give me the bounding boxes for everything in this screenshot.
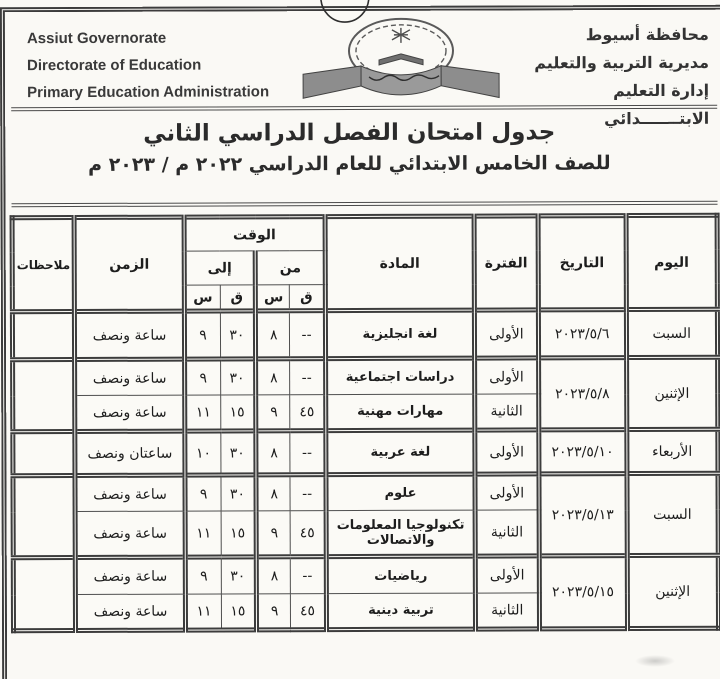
to-minute-cell: ١٥	[221, 594, 257, 630]
from-minute-header: ق	[289, 285, 325, 311]
date-cell: ٢٠٢٣/٥/١٥	[539, 556, 627, 629]
notes-cell	[13, 475, 76, 557]
col-header-period: الفترة	[474, 216, 538, 310]
to-minute-cell: ٣٠	[221, 557, 257, 594]
to-minute-cell: ٣٠	[220, 431, 256, 475]
from-hour-cell: ٩	[257, 594, 291, 630]
letterhead	[11, 15, 719, 129]
from-hour-cell: ٨	[257, 557, 291, 594]
duration-cell: ساعتان ونصف	[75, 431, 184, 475]
from-minute-cell: --	[290, 359, 326, 395]
duration-cell: ساعة ونصف	[75, 311, 184, 359]
title-line-1: جدول امتحان الفصل الدراسي الثاني	[143, 119, 556, 147]
col-header-day: اليوم	[626, 215, 718, 309]
period-cell: الأولى	[475, 556, 539, 593]
subject-cell: تربية دينية	[326, 593, 475, 630]
from-minute-cell: ٤٥	[291, 594, 327, 630]
from-hour-cell: ٨	[256, 475, 290, 511]
to-hour-cell: ١٠	[184, 431, 220, 475]
from-minute-cell: --	[290, 475, 326, 511]
from-hour-cell: ٨	[256, 431, 290, 475]
to-minute-cell: ١٥	[221, 511, 257, 557]
period-cell: الأولى	[474, 310, 538, 358]
to-hour-cell: ٩	[184, 311, 220, 359]
english-line-administration: Primary Education Administration	[27, 83, 270, 102]
to-minute-header: ق	[220, 285, 256, 311]
to-hour-cell: ٩	[185, 557, 221, 594]
subject-cell: مهارات مهنية	[326, 394, 475, 431]
from-hour-cell: ٨	[256, 311, 290, 359]
from-hour-header: س	[256, 285, 290, 311]
col-header-from: من	[255, 251, 325, 285]
english-line-directorate: Directorate of Education	[27, 56, 202, 75]
pencil-smudge-mark	[635, 655, 675, 667]
education-emblem-logo	[295, 15, 507, 106]
day-cell: الإثنين	[626, 357, 718, 429]
notes-cell	[13, 557, 76, 630]
to-hour-cell: ١١	[185, 594, 221, 630]
date-cell: ٢٠٢٣/٥/٦	[538, 310, 626, 358]
table-row	[13, 357, 718, 395]
col-header-time: الوقت	[184, 217, 325, 251]
date-cell: ٢٠٢٣/٥/٨	[538, 358, 626, 430]
to-hour-cell: ١١	[184, 395, 220, 431]
duration-cell: ساعة ونصف	[76, 511, 185, 557]
table-row	[12, 309, 717, 359]
arabic-line-directorate: مديرية التربية والتعليم	[534, 52, 710, 73]
table-row	[13, 429, 718, 475]
from-minute-cell: ٤٥	[290, 511, 326, 557]
english-line-governorate: Assiut Governorate	[26, 29, 167, 48]
col-header-to: إلى	[184, 251, 256, 285]
title-divider-rule	[12, 201, 718, 207]
duration-cell: ساعة ونصف	[75, 475, 184, 511]
period-cell: الأولى	[475, 430, 539, 474]
title-line-2: للصف الخامس الابتدائي للعام الدراسي ٢٠٢٢ م / ٢٠٢٣ م	[88, 152, 611, 176]
period-cell: الأولى	[475, 474, 539, 510]
from-hour-cell: ٩	[256, 511, 290, 557]
col-header-duration: الزمن	[75, 217, 185, 311]
to-hour-cell: ٩	[184, 359, 220, 395]
from-hour-cell: ٨	[256, 359, 290, 395]
day-cell: الأربعاء	[626, 429, 718, 473]
to-minute-cell: ٣٠	[220, 311, 256, 359]
arabic-line-administration: إدارة التعليم الابتـــــــدائي	[604, 80, 710, 129]
notes-cell	[13, 431, 76, 475]
exam-timetable	[10, 213, 720, 633]
duration-cell: ساعة ونصف	[76, 594, 185, 630]
date-cell: ٢٠٢٣/٥/١٠	[539, 430, 627, 474]
english-letterhead	[11, 16, 295, 106]
from-minute-cell: --	[290, 557, 326, 594]
duration-cell: ساعة ونصف	[75, 359, 184, 395]
subject-cell: لغة انجليزية	[325, 310, 474, 359]
subject-cell: تكنولوجيا المعلومات والاتصالات	[326, 510, 475, 557]
day-cell: السبت	[626, 309, 718, 357]
duration-cell: ساعة ونصف	[76, 557, 185, 594]
duration-cell: ساعة ونصف	[75, 395, 184, 431]
table-row	[13, 473, 718, 511]
to-hour-cell: ١١	[185, 511, 221, 557]
subject-cell: علوم	[326, 474, 475, 511]
col-header-notes: ملاحظات	[12, 217, 75, 311]
from-hour-cell: ٩	[256, 395, 290, 431]
date-cell: ٢٠٢٣/٥/١٣	[539, 474, 627, 556]
to-minute-cell: ١٥	[220, 395, 256, 431]
period-cell: الأولى	[475, 358, 539, 394]
to-minute-cell: ٣٠	[220, 475, 256, 511]
col-header-date: التاريخ	[538, 216, 626, 310]
exam-timetable-wrap	[10, 213, 720, 633]
emblem-icon	[295, 15, 507, 106]
subject-cell: دراسات اجتماعية	[326, 358, 475, 395]
day-cell: الإثنين	[627, 555, 719, 628]
period-cell: الثانية	[475, 593, 539, 629]
schedule-title	[19, 111, 679, 201]
handwritten-circle-mark	[315, 0, 375, 24]
day-cell: السبت	[627, 473, 719, 555]
to-minute-cell: ٣٠	[220, 359, 256, 395]
subject-cell: رياضيات	[326, 556, 475, 594]
notes-cell	[13, 359, 76, 431]
from-minute-cell: --	[290, 431, 326, 475]
notes-cell	[12, 311, 75, 359]
col-header-subject: المادة	[325, 216, 474, 311]
period-cell: الثانية	[475, 510, 539, 556]
period-cell: الثانية	[475, 394, 539, 430]
arabic-line-governorate: محافظة أسيوط	[585, 24, 709, 45]
to-hour-header: س	[184, 285, 220, 311]
from-minute-cell: --	[290, 311, 326, 359]
subject-cell: لغة عربية	[326, 430, 475, 475]
table-row	[13, 555, 718, 594]
to-hour-cell: ٩	[185, 475, 221, 511]
from-minute-cell: ٤٥	[290, 395, 326, 431]
